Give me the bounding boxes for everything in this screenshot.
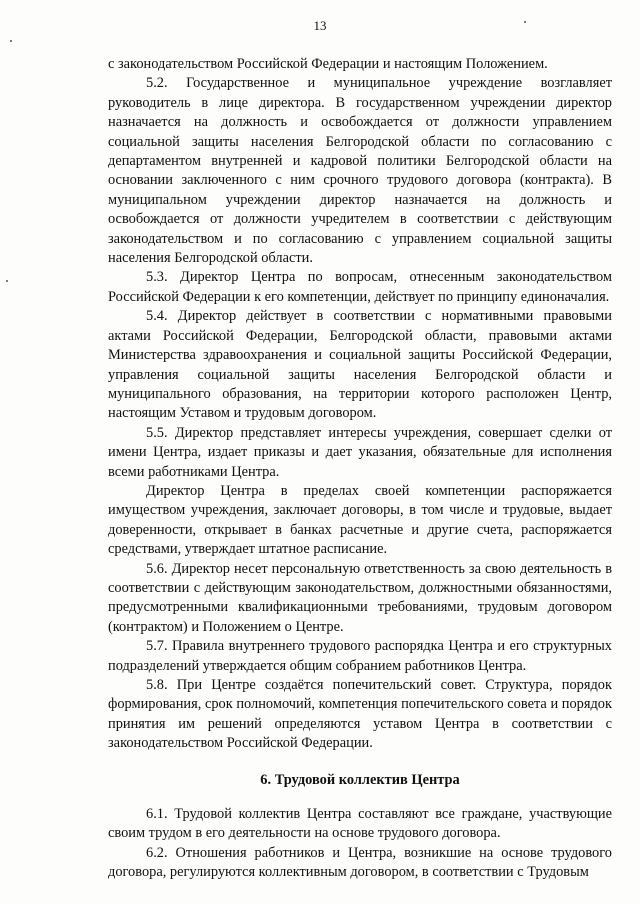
scan-artifact-dot — [6, 280, 8, 282]
paragraph-5-7: 5.7. Правила внутреннего трудового распорядка Центра и его структурных подразделений утверждается общим собранием работников Центра. — [108, 638, 612, 674]
paragraph-6-1: 6.1. Трудовой коллектив Центра составляют все граждане, участвующие своим трудом в его деятельности на основе трудового договора. — [108, 806, 612, 842]
paragraph-5-3: 5.3. Директор Центра по вопросам, отнесенным законодательством Российской Федерации к его компетенции, действует по принципу единоначалия. — [108, 269, 612, 305]
paragraph-5-5: 5.5. Директор представляет интересы учреждения, совершает сделки от имени Центра, издает приказы и дает указания, обязательные для исполнения всеми работниками Центра. — [108, 424, 612, 480]
paragraph-director-powers: Директор Центра в пределах своей компетенции распоряжается имуществом учреждения, заключает договоры, в том числе и трудовые, выдает доверенности, открывает в банках расчетные и другие счета, распоряжается средствами, утверждает штатное расписание. — [108, 482, 612, 558]
document-body — [108, 55, 612, 883]
scan-artifact-dot — [10, 40, 12, 42]
paragraph-6-2: 6.2. Отношения работников и Центра, возникшие на основе трудового договора, регулируются коллективным договором, в соответствии с Трудовым — [108, 844, 612, 881]
paragraph-continuation: с законодательством Российской Федерации и настоящим Положением. — [108, 56, 548, 72]
page-number: 13 — [313, 18, 327, 33]
paragraph-5-6: 5.6. Директор несет персональную ответственность за свою деятельность в соответствии с действующим законодательством, должностными обязанностями, предусмотренными квалификационными требованиями, трудовым договором (контрактом) и Положением о Центре. — [108, 560, 612, 635]
paragraph-5-4: 5.4. Директор действует в соответствии с нормативными правовыми актами Российской Федерации, Белгородской области, правовыми актами Министерства здравоохранения и социальной защиты Российской Федерации, управления социальной защиты населения Белгородской области и муниципального образования, на территории которого расположен Центр, настоящим Уставом и трудовым договором. — [108, 308, 612, 422]
section-title: 6. Трудовой коллектив Центра — [260, 771, 460, 788]
paragraph-5-2: 5.2. Государственное и муниципальное учреждение возглавляет руководитель в лице директора. В государственном учреждении директор назначается на должность и освобождается от должности управлением социальной защиты населения Белгородской области по согласованию с департаментом внутренней и кадровой политики Белгородской области на основании заключенного с ним срочного трудового договора (контракта). В муниципальном учреждении директор назначается на должность и освобождается от должности учредителем в соответствии с действующим законодательством и по согласованию с управлением социальной защиты населения Белгородской области. — [108, 75, 612, 267]
paragraph-5-8: 5.8. При Центре создаётся попечительский совет. Структура, порядок формирования, срок полномочий, компетенция попечительского совета и порядок принятия им решений определяются уставом Центра в соответствии с законодательством Российской Федерации. — [108, 677, 612, 752]
scan-artifact-dot — [524, 21, 526, 23]
